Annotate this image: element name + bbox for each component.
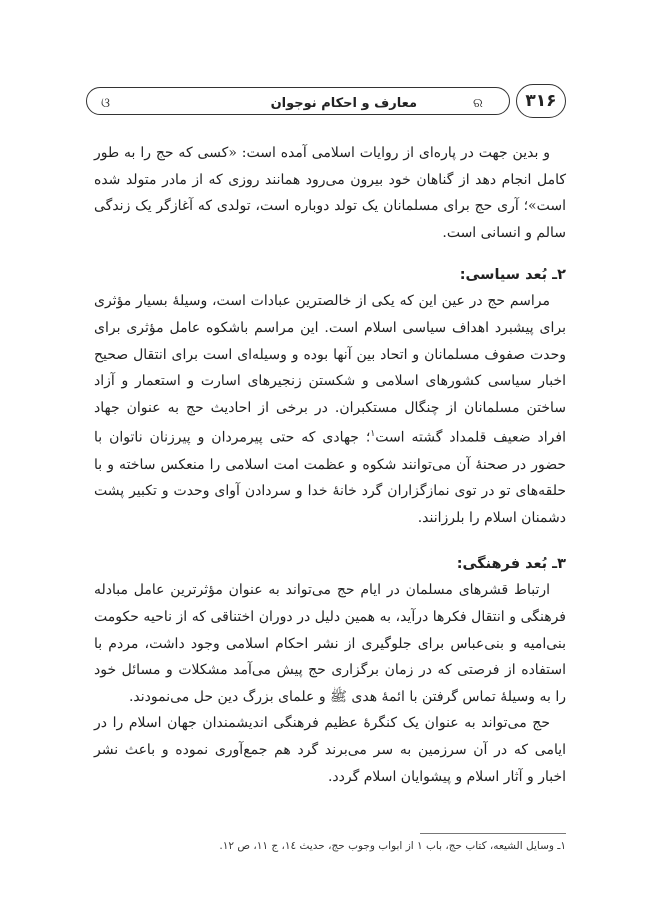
footnote-divider <box>420 833 566 834</box>
page-number: ۳۱۶ <box>516 84 566 118</box>
section-heading-cultural: ۳ـ بُعد فرهنگی: <box>456 556 566 573</box>
intro-paragraph: و بدین جهت در پاره‌ای از روایات اسلامی آمده است: «کسی که حج را به طور کامل انجام دهد از گناهان خود بیرون می‌رود همانند روزی که از مادر متولد شده است»؛ آری حج برای مسلمانان یک تولد دوباره است، تولدی که آغازگر یک زندگی سالم و انسانی است. <box>94 145 566 241</box>
footnote-marker[interactable]: ۱ <box>370 429 376 440</box>
cultural-paragraph-2: حج می‌تواند به عنوان یک کنگرهٔ عظیم فرهنگی اندیشمندان جهان اسلام را در ایامی که در آن سرزمین به سر می‌برند گرد هم جمع‌آوری نموده و باعث نشر اخبار و آثار اسلام و پیشوایان اسلام گردد. <box>94 715 566 785</box>
section-heading-political: ۲ـ بُعد سیاسی: <box>459 267 566 284</box>
running-header <box>86 84 568 120</box>
cultural-paragraph-1: ارتباط قشرهای مسلمان در ایام حج می‌تواند به عنوان مؤثرترین عامل مبادله فرهنگی و انتقال فکرها درآید، به همین دلیل در دوران اختناقی که از ناحیه حکومت بنی‌امیه و بنی‌عباس برای جلوگیری از نشر احکام اسلامی وجود داشت، مردم با استفاده از فرصتی که در زمان برگزاری حج پیش می‌آمد مشکلات و مسائل خود را به وسیلهٔ تماس گرفتن با ائمهٔ هدی ﷺ و علمای بزرگ دین حل می‌نمودند. <box>94 582 566 705</box>
footnote: ۱ـ وسایل الشیعه، کتاب حج، باب ۱ از ابواب وجوب حج، حدیث ١٤، ج ١١، ص ١٢. <box>219 840 566 852</box>
ornament-right-icon: ର <box>473 96 483 111</box>
page-body <box>94 140 566 790</box>
political-text-part1: مراسم حج در عین این که یکی از خالصترین عبادات است، وسیلهٔ بسیار مؤثری برای پیشبرد اهداف سیاسی اسلام است. این مراسم باشکوه عامل مؤثری برای وحدت صفوف مسلمانان و اتحاد بین آنها بوده و وسیله‌ای است برای انتقال صحیح اخبار سیاسی کشورهای اسلامی و شکستن زنجیرهای اسارت و استعمار و آزاد ساختن مسلمانان از چنگال مستکبران. در برخی از احادیث حج به عنوان جهاد افراد ضعیف قلمداد گشته است <box>94 293 566 446</box>
political-paragraph <box>94 288 566 531</box>
ornament-left-icon: ଓ <box>101 96 110 111</box>
header-title-frame <box>86 87 510 115</box>
book-title: معارف و احکام نوجوان <box>270 96 417 111</box>
political-text-part2: ؛ جهادی که حتی پیرمردان و پیرزنان ناتوان با حضور در صحنهٔ آن می‌توانند شکوه و عظمت امت اسلامی را منعکس ساخته و با حلقه‌های تو در توی نمازگزاران گرد خانهٔ خدا و سردادن آوای وحدت و تکبیر پشت دشمنان اسلام را بلرزانند. <box>94 430 566 526</box>
